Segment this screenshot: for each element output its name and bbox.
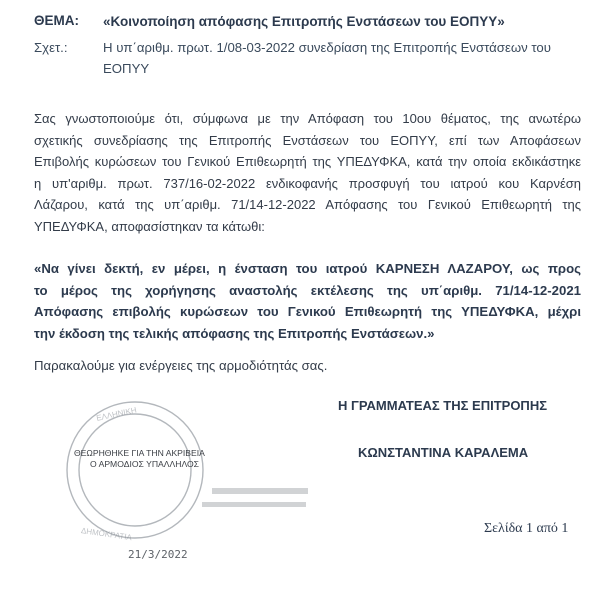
body-line-4: η υπ'αριθμ. πρωτ. 737/16-02-2022 ενδικοφανής προσφυγή του ιατρού κου Καρνέση — [34, 175, 581, 191]
svg-text:ΕΛΛΗΝΙΚΗ: ΕΛΛΗΝΙΚΗ — [95, 405, 138, 423]
body-line-3: Επιβολής κυρώσεων του Γενικού Επιθεωρητή της ΥΠΕΔΥΦΚΑ, κατά την οποία εκδικάστηκε — [34, 154, 581, 169]
signature-name: ΚΩΝΣΤΑΝΤΙΝΑ ΚΑΡΑΛΕΜΑ — [358, 445, 529, 460]
reference-label: Σχετ.: — [34, 40, 68, 55]
stamp-date: 21/3/2022 — [128, 548, 188, 561]
body-line-6: ΥΠΕΔΥΦΚΑ, αποφασίστηκαν τα κάτωθι: — [34, 218, 265, 234]
subject-label: ΘΕΜΑ: — [34, 13, 79, 28]
page-number: Σελίδα 1 από 1 — [484, 521, 569, 536]
subject-text: «Κοινοποίηση απόφασης Επιτροπής Ενστάσεων του ΕΟΠΥΥ» — [103, 14, 505, 29]
signature-role: Η ΓΡΑΜΜΑΤΕΑΣ ΤΗΣ ΕΠΙΤΡΟΠΗΣ — [338, 398, 548, 413]
reference-text-line1: Η υπ΄αριθμ. πρωτ. 1/08-03-2022 συνεδρίαση της Επιτροπής Ενστάσεων του — [103, 40, 551, 55]
closing-text: Παρακαλούμε για ενέργειες της αρμοδιότητάς σας. — [34, 358, 328, 373]
body-line-5: Λάζαρου, κατά της υπ΄αριθμ. 71/14-12-2022 Απόφασης του Γενικού Επιθεωρητή της — [34, 197, 581, 212]
decision-line-4: την έκδοση της τελικής απόφασης της Επιτροπής Ενστάσεων.» — [34, 325, 435, 341]
decision-line-1: «Να γίνει δεκτή, εν μέρει, η ένσταση του ιατρού ΚΑΡΝΕΣΗ ΛΑΖΑΡΟΥ, ως προς — [34, 261, 581, 276]
body-paragraph — [34, 108, 581, 237]
body-line-1: Σας γνωστοποιούμε ότι, σύμφωνα με την Απόφαση του 10ου θέματος, της ανωτέρω — [34, 111, 581, 126]
stamp-line-1: ΘΕΩΡΗΘΗΚΕ ΓΙΑ ΤΗΝ ΑΚΡΙΒΕΙΑ — [74, 448, 205, 458]
reference-text-line2: ΕΟΠΥΥ — [103, 61, 150, 76]
stamp-line-2: Ο ΑΡΜΟΔΙΟΣ ΥΠΑΛΛΗΛΟΣ — [90, 459, 199, 469]
svg-text:ΔΗΜΟΚΡΑΤΙΑ: ΔΗΜΟΚΡΑΤΙΑ — [80, 526, 133, 543]
body-line-2: σχετικής συνεδρίασης της Επιτροπής Ενστάσεων του ΕΟΠΥΥ, επί των Αποφάσεων — [34, 132, 581, 148]
decision-paragraph — [34, 258, 581, 344]
decision-line-3: Απόφασης επιβολής κυρώσεων του Γενικού Επιθεωρητή της ΥΠΕΔΥΦΚΑ, μέχρι — [34, 304, 581, 319]
decision-line-2: το μέρος της χορήγησης αναστολής εκτέλεσης της υπ΄αριθμ. 71/14-12-2021 — [34, 282, 581, 298]
official-stamp — [30, 392, 320, 592]
